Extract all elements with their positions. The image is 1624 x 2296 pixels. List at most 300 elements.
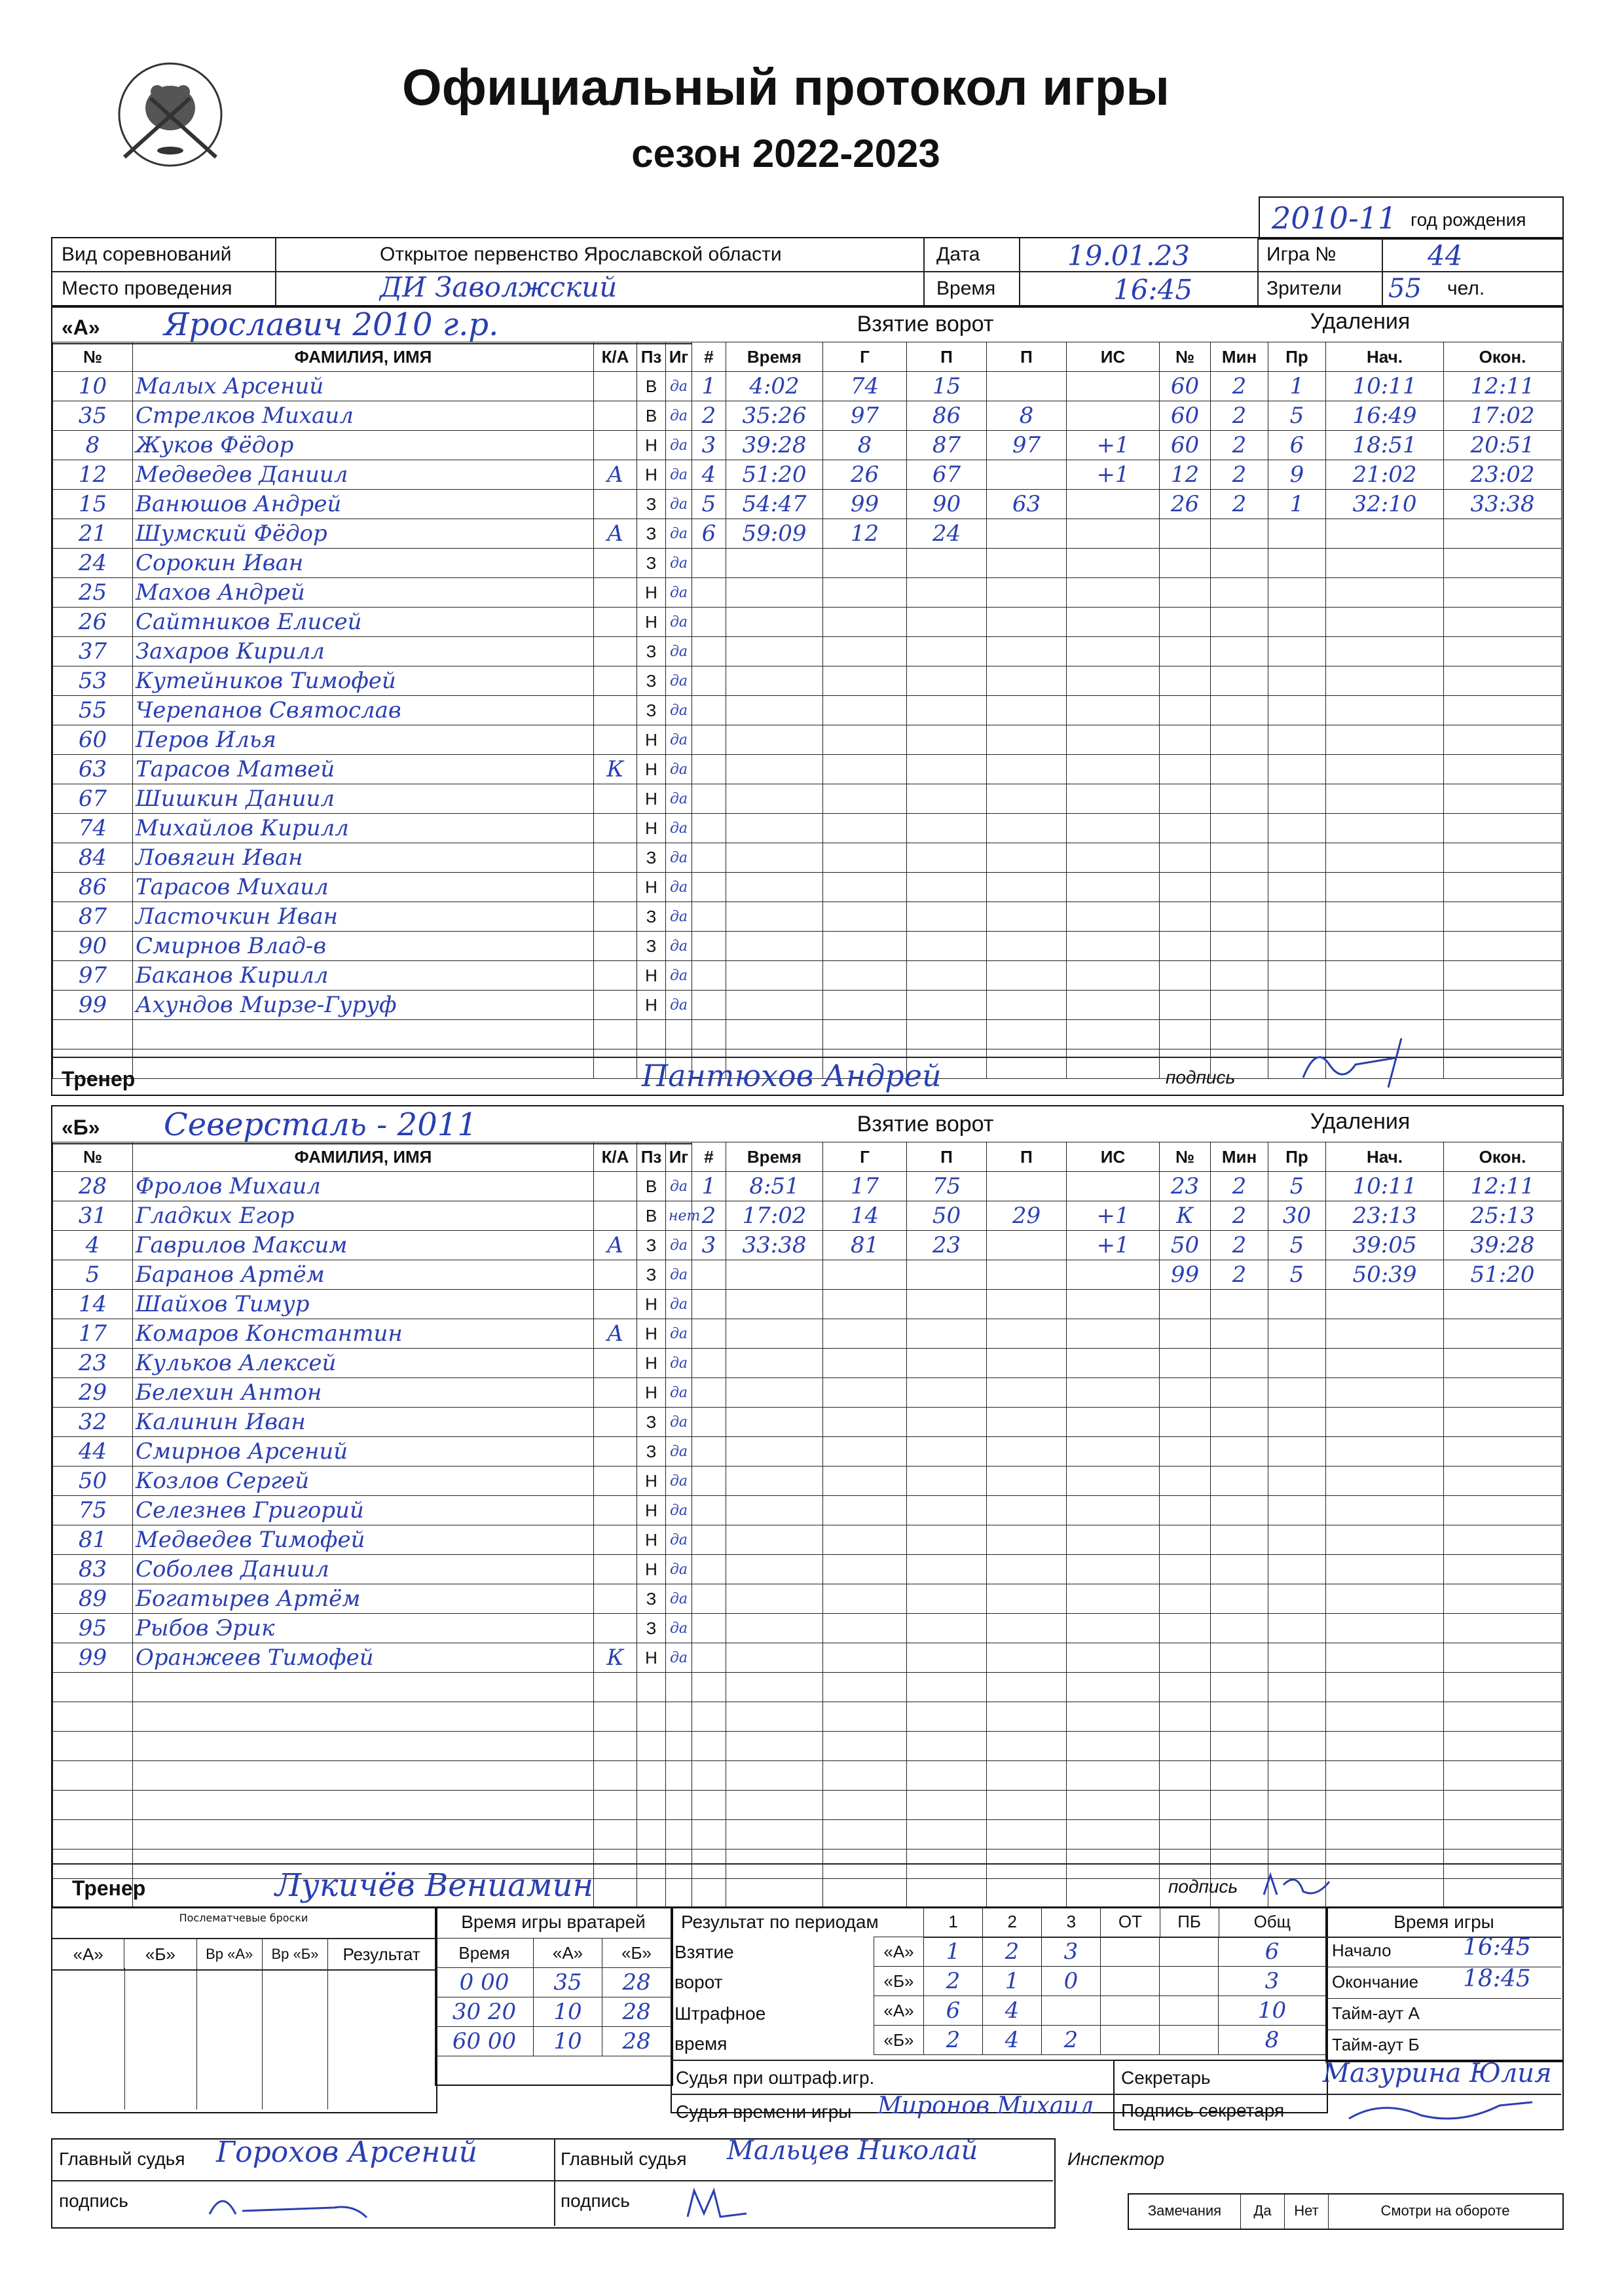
penalty-row: [1160, 1467, 1562, 1496]
goal-n: [692, 873, 726, 902]
penalty-no: [1160, 725, 1211, 755]
team-b-goals-title: Взятие ворот: [857, 1112, 994, 1137]
goal-g: [823, 1761, 907, 1791]
penalty-no: [1160, 932, 1211, 961]
goal-p2: [987, 1791, 1067, 1820]
player-role: [594, 1673, 637, 1702]
penalty-row: [1160, 1761, 1562, 1791]
period-value: 2: [924, 1967, 983, 1996]
goal-row: [692, 1761, 1160, 1791]
goal-is: [1067, 401, 1160, 431]
goal-n: 1: [692, 1172, 726, 1201]
chief-judge-signature-2: [681, 2184, 760, 2223]
player-role: [594, 1020, 637, 1049]
penalty-row: [1160, 1349, 1562, 1378]
goal-n: 4: [692, 460, 726, 490]
team-a-penalties-title: Удаления: [1310, 309, 1411, 334]
period-value: [1101, 1967, 1160, 1996]
period-value: 0: [1042, 1967, 1101, 1996]
player-number: 87: [53, 902, 133, 932]
goal-p1: [907, 991, 987, 1020]
player-position: Н: [637, 1643, 666, 1673]
period-col-ot: ОТ: [1100, 1906, 1159, 1937]
penalty-pr: [1268, 519, 1326, 549]
goalie-time-title: Время игры вратарей: [461, 1912, 646, 1932]
player-role: [594, 1260, 637, 1290]
competition-label: Вид соревнований: [62, 244, 232, 265]
goal-n: [692, 549, 726, 578]
penalty-start: [1326, 991, 1444, 1020]
goal-n: [692, 1673, 726, 1702]
shootout-header: [52, 1938, 435, 1971]
goal-p2: [987, 1467, 1067, 1496]
secretary-sign-label: Подпись секретаря: [1121, 2100, 1285, 2121]
goal-time: [726, 608, 823, 637]
time-judge-name: Миронов Михаил: [877, 2092, 1094, 2119]
penalty-end: [1444, 1614, 1562, 1643]
player-name: [133, 1020, 594, 1049]
player-role: [594, 932, 637, 961]
penalty-row: [1160, 814, 1562, 843]
goal-p2: 97: [987, 431, 1067, 460]
penalty-no: 60: [1160, 431, 1211, 460]
goal-time: [726, 814, 823, 843]
col-is: ИС: [1067, 1142, 1160, 1172]
penalty-pr: [1268, 1408, 1326, 1437]
penalty-end: [1444, 1378, 1562, 1408]
penalty-min: [1211, 1820, 1268, 1850]
player-name: Смирнов Арсений: [133, 1437, 594, 1467]
goal-p2: [987, 372, 1067, 401]
goal-g: [823, 666, 907, 696]
penalty-row: [1160, 725, 1562, 755]
player-name: Захаров Кирилл: [133, 637, 594, 666]
goal-row: [692, 1201, 1160, 1231]
player-played: да: [666, 1555, 692, 1584]
col-no: №: [53, 1142, 133, 1172]
penalty-start: 10:11: [1326, 1172, 1444, 1201]
goal-g: [823, 873, 907, 902]
penalty-row: [1160, 1290, 1562, 1319]
player-name: Кульков Алексей: [133, 1349, 594, 1378]
goal-is: [1067, 1408, 1160, 1437]
penalty-pr: [1268, 578, 1326, 608]
period-value: 1: [924, 1937, 983, 1967]
player-number: 14: [53, 1290, 133, 1319]
player-row: [53, 1584, 692, 1614]
penalty-min: 2: [1211, 490, 1268, 519]
player-row: [53, 519, 692, 549]
penalty-pr: [1268, 932, 1326, 961]
penalty-min: 2: [1211, 401, 1268, 431]
penalty-end: [1444, 725, 1562, 755]
goal-row: [692, 991, 1160, 1020]
team-a-coach-name: Пантюхов Андрей: [642, 1058, 942, 1093]
penalty-min: [1211, 814, 1268, 843]
player-row: [53, 1467, 692, 1496]
goal-time: [726, 1732, 823, 1761]
goal-is: [1067, 1020, 1160, 1049]
goal-g: [823, 1614, 907, 1643]
player-position: [637, 1732, 666, 1761]
goal-p1: 24: [907, 519, 987, 549]
player-name: Стрелков Михаил: [133, 401, 594, 431]
goal-g: [823, 843, 907, 873]
player-role: [594, 843, 637, 873]
goal-p1: [907, 1555, 987, 1584]
player-played: да: [666, 961, 692, 991]
penalty-pr: [1268, 608, 1326, 637]
player-name: Богатырев Артём: [133, 1584, 594, 1614]
period-col-total: Общ: [1219, 1906, 1325, 1937]
player-number: [53, 1761, 133, 1791]
penalty-end: [1444, 1791, 1562, 1820]
penalty-start: [1326, 1820, 1444, 1850]
goal-g: [823, 1584, 907, 1614]
period-col-2: 2: [982, 1906, 1041, 1937]
goal-is: [1067, 1290, 1160, 1319]
player-row: [53, 843, 692, 873]
player-row: [53, 1525, 692, 1555]
player-row: [53, 1732, 692, 1761]
player-position: З: [637, 637, 666, 666]
goal-p2: [987, 549, 1067, 578]
goal-n: 3: [692, 1231, 726, 1260]
penalty-row: [1160, 1231, 1562, 1260]
goal-p1: 23: [907, 1231, 987, 1260]
goal-n: [692, 1614, 726, 1643]
goal-row: [692, 961, 1160, 991]
penalty-min: [1211, 1319, 1268, 1349]
remarks-no[interactable]: Нет: [1285, 2195, 1329, 2229]
player-played: да: [666, 1290, 692, 1319]
goal-g: [823, 1020, 907, 1049]
goal-time: [726, 1378, 823, 1408]
player-number: 84: [53, 843, 133, 873]
goal-is: [1067, 1319, 1160, 1349]
player-position: З: [637, 696, 666, 725]
col-min: Мин: [1211, 1142, 1268, 1172]
period-value: 1: [983, 1967, 1042, 1996]
inspector-label: Инспектор: [1067, 2149, 1165, 2169]
goal-time: 59:09: [726, 519, 823, 549]
penalty-start: [1326, 784, 1444, 814]
goal-time: [726, 578, 823, 608]
goal-row: [692, 843, 1160, 873]
date-value: 19.01.23: [1067, 240, 1190, 272]
penalty-no: [1160, 637, 1211, 666]
goal-n: [692, 1437, 726, 1467]
player-row: [53, 725, 692, 755]
penalty-pr: [1268, 814, 1326, 843]
goal-g: [823, 637, 907, 666]
goal-is: [1067, 902, 1160, 932]
penalty-min: [1211, 1378, 1268, 1408]
penalty-pr: 6: [1268, 431, 1326, 460]
goal-p2: [987, 460, 1067, 490]
player-row: [53, 1290, 692, 1319]
goal-p1: [907, 696, 987, 725]
player-name: [133, 1732, 594, 1761]
goal-is: [1067, 755, 1160, 784]
player-row: [53, 460, 692, 490]
penalty-no: 99: [1160, 1260, 1211, 1290]
penalty-min: 2: [1211, 1231, 1268, 1260]
player-played: да: [666, 460, 692, 490]
player-position: Н: [637, 873, 666, 902]
player-role: [594, 666, 637, 696]
goal-row: [692, 637, 1160, 666]
team-a-header: [52, 306, 692, 344]
penalty-no: [1160, 902, 1211, 932]
period-value: [1160, 1937, 1219, 1967]
penalty-min: [1211, 1614, 1268, 1643]
goal-is: [1067, 696, 1160, 725]
player-row: [53, 1614, 692, 1643]
goal-n: [692, 1020, 726, 1049]
goal-is: [1067, 1525, 1160, 1555]
penalty-no: 23: [1160, 1172, 1211, 1201]
penalty-end: 33:38: [1444, 490, 1562, 519]
goal-p2: 29: [987, 1201, 1067, 1231]
player-row: [53, 961, 692, 991]
goal-time: [726, 1349, 823, 1378]
period-value: 6: [1219, 1937, 1326, 1967]
player-row: [53, 1437, 692, 1467]
goal-g: [823, 1319, 907, 1349]
player-name: Черепанов Святослав: [133, 696, 594, 725]
penalty-pr: [1268, 873, 1326, 902]
goal-n: [692, 991, 726, 1020]
player-played: да: [666, 519, 692, 549]
goal-row: [692, 873, 1160, 902]
penalty-start: [1326, 1525, 1444, 1555]
penalty-no: [1160, 1349, 1211, 1378]
player-role: К: [594, 755, 637, 784]
team-b-goals-table: [692, 1142, 1160, 1908]
goal-time: 8:51: [726, 1172, 823, 1201]
player-number: 23: [53, 1349, 133, 1378]
player-role: [594, 1614, 637, 1643]
goal-p1: [907, 1643, 987, 1673]
player-number: 95: [53, 1614, 133, 1643]
goal-p1: 90: [907, 490, 987, 519]
player-row: [53, 431, 692, 460]
player-number: 24: [53, 549, 133, 578]
goal-n: [692, 814, 726, 843]
goalie-a: 10: [534, 1997, 602, 2027]
goal-g: 26: [823, 460, 907, 490]
player-row: [53, 1231, 692, 1260]
player-name: Гаврилов Максим: [133, 1231, 594, 1260]
goalie-a: 10: [534, 2027, 602, 2056]
penalty-row: [1160, 1555, 1562, 1584]
penalty-min: [1211, 1408, 1268, 1437]
penalty-start: [1326, 1761, 1444, 1791]
penalty-pr: [1268, 1467, 1326, 1496]
team-b-penalties-table: [1159, 1142, 1562, 1908]
penalty-start: [1326, 1378, 1444, 1408]
player-name: Махов Андрей: [133, 578, 594, 608]
goal-row: [692, 1020, 1160, 1049]
penalty-no: 26: [1160, 490, 1211, 519]
remarks-yes[interactable]: Да: [1241, 2195, 1285, 2229]
col-pz: Пз: [637, 1142, 666, 1172]
goal-n: [692, 1555, 726, 1584]
goal-g: [823, 784, 907, 814]
goal-p1: [907, 755, 987, 784]
col-end: Окон.: [1444, 1142, 1562, 1172]
player-played: да: [666, 902, 692, 932]
penalty-pr: [1268, 666, 1326, 696]
player-position: Н: [637, 814, 666, 843]
team-a-tag: «А»: [62, 316, 100, 339]
penalty-min: [1211, 1643, 1268, 1673]
penalty-end: [1444, 873, 1562, 902]
player-position: Н: [637, 608, 666, 637]
goal-p2: [987, 637, 1067, 666]
goal-p1: [907, 1378, 987, 1408]
penalty-end: [1444, 814, 1562, 843]
goalie-b: 28: [602, 2027, 671, 2056]
player-row: [53, 1020, 692, 1049]
goal-p2: 63: [987, 490, 1067, 519]
player-row: [53, 372, 692, 401]
goal-row: [692, 1791, 1160, 1820]
goal-g: [823, 1643, 907, 1673]
goal-p1: [907, 1319, 987, 1349]
player-played: да: [666, 1525, 692, 1555]
remarks-see-back: Смотри на обороте: [1380, 2202, 1510, 2219]
shootout-title: Послематчевые броски: [179, 1912, 308, 1924]
goal-row: [692, 1378, 1160, 1408]
penalty-row: [1160, 608, 1562, 637]
penalty-no: [1160, 1496, 1211, 1525]
goal-time: [726, 1643, 823, 1673]
goal-p1: [907, 666, 987, 696]
goal-p2: [987, 696, 1067, 725]
goal-n: [692, 1525, 726, 1555]
time-value: 16:45: [1113, 274, 1193, 306]
penalty-no: [1160, 1290, 1211, 1319]
goal-n: [692, 1584, 726, 1614]
period-value: [1160, 2026, 1219, 2055]
player-role: [594, 696, 637, 725]
shootout-col-gk-b: Вр «Б»: [263, 1939, 328, 1969]
penalty-start: 39:05: [1326, 1231, 1444, 1260]
team-a-goals-title: Взятие ворот: [857, 312, 994, 337]
goal-p1: [907, 725, 987, 755]
penalty-no: [1160, 991, 1211, 1020]
penalty-start: [1326, 696, 1444, 725]
goal-n: 6: [692, 519, 726, 549]
penalty-no: [1160, 666, 1211, 696]
penalty-end: [1444, 902, 1562, 932]
penalty-row: [1160, 784, 1562, 814]
goal-p2: [987, 961, 1067, 991]
penalty-no: 60: [1160, 372, 1211, 401]
goal-row: [692, 784, 1160, 814]
player-position: [637, 1820, 666, 1850]
end-value: 18:45: [1463, 1965, 1531, 1992]
goal-is: [1067, 1643, 1160, 1673]
goalie-a: 35: [534, 1968, 602, 1997]
goal-p1: [907, 1525, 987, 1555]
penalty-start: [1326, 1349, 1444, 1378]
penalty-no: [1160, 1673, 1211, 1702]
player-position: Н: [637, 991, 666, 1020]
player-position: З: [637, 1437, 666, 1467]
goals-label-1: Взятие: [674, 1942, 734, 1962]
venue-label: Место проведения: [62, 278, 232, 299]
col-ka: К/А: [594, 342, 637, 372]
player-name: Ласточкин Иван: [133, 902, 594, 932]
goal-p2: [987, 1437, 1067, 1467]
penalty-min: [1211, 1496, 1268, 1525]
goal-time: [726, 932, 823, 961]
penalty-pr: [1268, 902, 1326, 932]
penalty-start: [1326, 578, 1444, 608]
chief-judge-signature-1: [203, 2181, 399, 2227]
penalty-row: [1160, 1496, 1562, 1525]
penalty-min: [1211, 1732, 1268, 1761]
goal-g: [823, 1525, 907, 1555]
goal-is: [1067, 666, 1160, 696]
penalty-pr: [1268, 725, 1326, 755]
player-role: [594, 1349, 637, 1378]
player-number: 81: [53, 1525, 133, 1555]
goal-time: [726, 1319, 823, 1349]
penalty-no: [1160, 1437, 1211, 1467]
goal-row: [692, 666, 1160, 696]
player-role: [594, 1172, 637, 1201]
player-number: 97: [53, 961, 133, 991]
penalty-end: 39:28: [1444, 1231, 1562, 1260]
penalty-no: [1160, 755, 1211, 784]
player-position: Н: [637, 1349, 666, 1378]
penalty-end: [1444, 519, 1562, 549]
goal-is: [1067, 1172, 1160, 1201]
goal-p2: [987, 519, 1067, 549]
player-role: [594, 490, 637, 519]
player-number: [53, 1820, 133, 1850]
goal-p2: [987, 1319, 1067, 1349]
goalie-b: 28: [602, 1968, 671, 1997]
penalty-pr: [1268, 549, 1326, 578]
penalty-start: [1326, 873, 1444, 902]
goal-row: [692, 549, 1160, 578]
penalty-end: 25:13: [1444, 1201, 1562, 1231]
spectators-unit: чел.: [1447, 278, 1485, 299]
period-value: [1101, 2026, 1160, 2055]
player-row: [53, 1408, 692, 1437]
goal-time: [726, 755, 823, 784]
remarks-label: Замечания: [1129, 2195, 1241, 2229]
penalty-end: [1444, 1732, 1562, 1761]
player-played: да: [666, 932, 692, 961]
penalty-pr: [1268, 1378, 1326, 1408]
penalty-no: [1160, 1791, 1211, 1820]
goal-time: [726, 1702, 823, 1732]
team-a-roster-header: [53, 342, 692, 372]
player-position: Н: [637, 961, 666, 991]
player-name: [133, 1791, 594, 1820]
period-value: [1101, 1996, 1160, 2026]
goal-n: [692, 696, 726, 725]
player-role: К: [594, 1643, 637, 1673]
player-role: [594, 401, 637, 431]
goal-g: [823, 1820, 907, 1850]
